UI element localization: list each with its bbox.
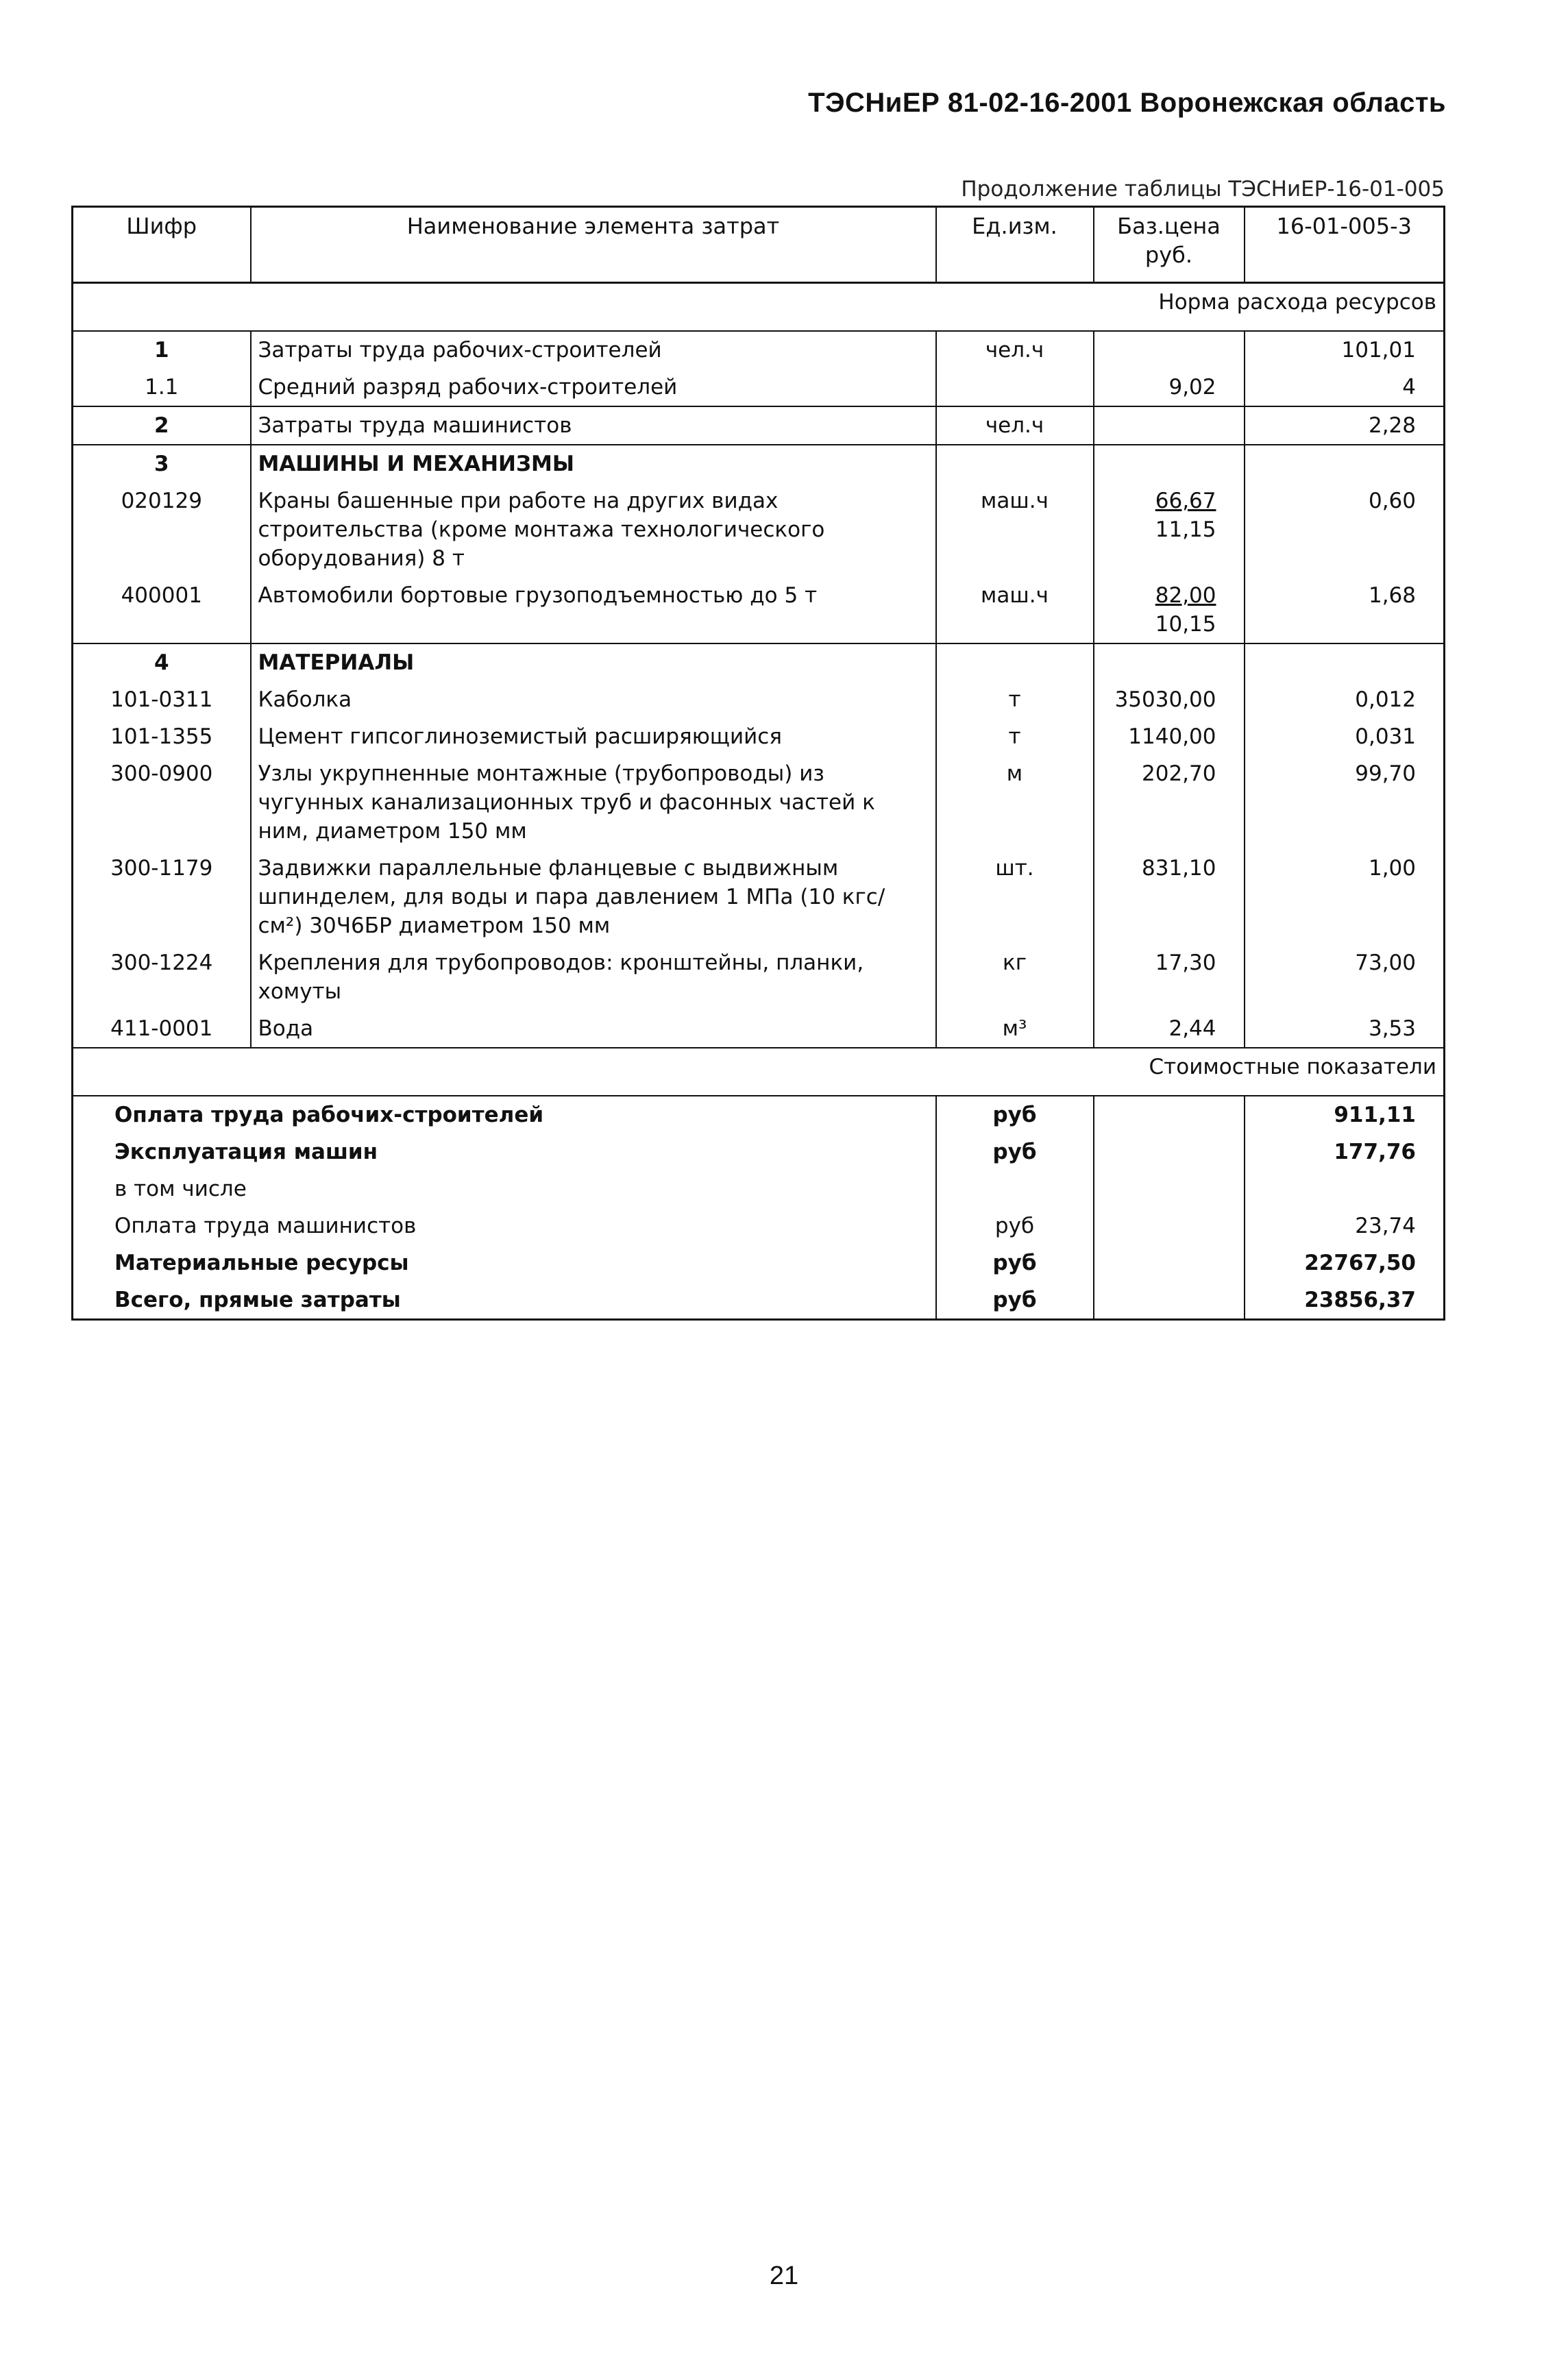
- summary-row: [73, 1096, 1445, 1133]
- page-number: 21: [769, 2261, 799, 2290]
- summary-label: Всего, прямые затраты: [73, 1281, 936, 1320]
- summary-row: [73, 1170, 1445, 1207]
- summary-label: Эксплуатация машин: [73, 1133, 936, 1170]
- row-norm: 0,60: [1245, 482, 1445, 577]
- row-unit: [936, 643, 1094, 681]
- row-norm: 2,28: [1245, 406, 1445, 445]
- summary-value: 23856,37: [1245, 1281, 1445, 1320]
- row-code: 3: [73, 445, 251, 482]
- summary-empty-cell: [1094, 1244, 1245, 1281]
- row-price-wage: 10,15: [1155, 612, 1216, 637]
- row-price-wage: 11,15: [1155, 517, 1216, 542]
- row-norm: 0,012: [1245, 681, 1445, 718]
- summary-empty-cell: [1094, 1170, 1245, 1207]
- summary-row: [73, 1281, 1445, 1320]
- row-code: 4: [73, 643, 251, 681]
- row-price-cell: [1094, 482, 1245, 577]
- column-header-name: Наименование элемента затрат: [251, 207, 936, 283]
- row-norm: 3,53: [1245, 1010, 1445, 1048]
- row-norm: 73,00: [1245, 944, 1445, 1010]
- row-norm: 1,00: [1245, 850, 1445, 944]
- table-row: [73, 1010, 1445, 1048]
- row-norm: 1,68: [1245, 577, 1445, 643]
- row-norm: 4: [1245, 369, 1445, 406]
- row-price-cell: [1094, 643, 1245, 681]
- row-unit: т: [936, 681, 1094, 718]
- row-unit: т: [936, 718, 1094, 755]
- row-norm: 101,01: [1245, 331, 1445, 369]
- row-name: Затраты труда машинистов: [251, 406, 936, 445]
- table-row: [73, 577, 1445, 643]
- norm-title-row: [73, 283, 1445, 332]
- summary-label: в том числе: [73, 1170, 936, 1207]
- row-name: Цемент гипсоглиноземистый расширяющийся: [251, 718, 936, 755]
- row-name: Крепления для трубопроводов: кронштейны, планки, хомуты: [251, 944, 936, 1010]
- row-name: Затраты труда рабочих-строителей: [251, 331, 936, 369]
- row-code: 2: [73, 406, 251, 445]
- row-price-cell: [1094, 406, 1245, 445]
- row-name: Краны башенные при работе на других видах строительства (кроме монтажа технологического оборудования) 8 т: [251, 482, 936, 577]
- row-name: Каболка: [251, 681, 936, 718]
- row-unit: [936, 445, 1094, 482]
- row-code: 300-1179: [73, 850, 251, 944]
- row-code: 101-1355: [73, 718, 251, 755]
- summary-empty-cell: [1094, 1133, 1245, 1170]
- row-price: 66,67: [1155, 489, 1216, 513]
- summary-unit: руб: [936, 1281, 1094, 1320]
- row-name: МАШИНЫ И МЕХАНИЗМЫ: [251, 445, 936, 482]
- row-code: 300-1224: [73, 944, 251, 1010]
- summary-value: 911,11: [1245, 1096, 1445, 1133]
- row-price: 2,44: [1168, 1016, 1216, 1041]
- summary-label: Материальные ресурсы: [73, 1244, 936, 1281]
- table-row: [73, 944, 1445, 1010]
- row-norm: 0,031: [1245, 718, 1445, 755]
- summary-row: [73, 1207, 1445, 1244]
- row-name: Задвижки параллельные фланцевые с выдвижным шпинделем, для воды и пара давлением 1 МПа (10 кгс/см²) 30Ч6БР диаметром 150 мм: [251, 850, 936, 944]
- row-price: 35030,00: [1114, 687, 1216, 712]
- row-name: МАТЕРИАЛЫ: [251, 643, 936, 681]
- summary-empty-cell: [1094, 1207, 1245, 1244]
- summary-unit: руб: [936, 1133, 1094, 1170]
- row-unit: маш.ч: [936, 482, 1094, 577]
- row-price-cell: [1094, 681, 1245, 718]
- table-continuation-caption: Продолжение таблицы ТЭСНиЕР-16-01-005: [961, 177, 1445, 201]
- row-name: Узлы укрупненные монтажные (трубопроводы) из чугунных канализационных труб и фасонных частей к ним, диаметром 150 мм: [251, 755, 936, 850]
- row-price: 17,30: [1155, 950, 1216, 975]
- row-norm: 99,70: [1245, 755, 1445, 850]
- summary-unit: руб: [936, 1096, 1094, 1133]
- row-price: 202,70: [1142, 761, 1216, 786]
- table-row: [73, 445, 1445, 482]
- table-row: [73, 755, 1445, 850]
- summary-row: [73, 1244, 1445, 1281]
- row-price: 82,00: [1155, 583, 1216, 608]
- row-price-cell: [1094, 577, 1245, 643]
- row-price-cell: [1094, 718, 1245, 755]
- row-unit: чел.ч: [936, 331, 1094, 369]
- row-code: 1: [73, 331, 251, 369]
- document-title: ТЭСНиЕР 81-02-16-2001 Воронежская область: [808, 88, 1446, 118]
- row-code: 411-0001: [73, 1010, 251, 1048]
- row-unit: кг: [936, 944, 1094, 1010]
- row-price: 1140,00: [1128, 724, 1216, 749]
- row-price-cell: [1094, 1010, 1245, 1048]
- table-row: [73, 369, 1445, 406]
- row-unit: маш.ч: [936, 577, 1094, 643]
- row-price-cell: [1094, 369, 1245, 406]
- table-row: [73, 331, 1445, 369]
- row-code: 020129: [73, 482, 251, 577]
- row-unit: м³: [936, 1010, 1094, 1048]
- table-row: [73, 681, 1445, 718]
- cost-title: Стоимостные показатели: [73, 1048, 1445, 1096]
- row-price: 831,10: [1142, 856, 1216, 881]
- row-unit: чел.ч: [936, 406, 1094, 445]
- summary-label: Оплата труда машинистов: [73, 1207, 936, 1244]
- row-name: Вода: [251, 1010, 936, 1048]
- row-price-cell: [1094, 944, 1245, 1010]
- row-price-cell: [1094, 445, 1245, 482]
- row-code: 300-0900: [73, 755, 251, 850]
- summary-unit: руб: [936, 1207, 1094, 1244]
- summary-value: 177,76: [1245, 1133, 1445, 1170]
- table-row: [73, 850, 1445, 944]
- table-row: [73, 718, 1445, 755]
- summary-unit: руб: [936, 1244, 1094, 1281]
- summary-unit: [936, 1170, 1094, 1207]
- row-price-cell: [1094, 331, 1245, 369]
- row-price-cell: [1094, 850, 1245, 944]
- row-unit: [936, 369, 1094, 406]
- table-row: [73, 482, 1445, 577]
- column-header-price: Баз.цена руб.: [1094, 207, 1245, 283]
- summary-row: [73, 1133, 1445, 1170]
- row-unit: м: [936, 755, 1094, 850]
- row-code: 1.1: [73, 369, 251, 406]
- summary-value: 23,74: [1245, 1207, 1445, 1244]
- table-row: [73, 406, 1445, 445]
- cost-title-row: [73, 1048, 1445, 1096]
- column-header-unit: Ед.изм.: [936, 207, 1094, 283]
- norm-title: Норма расхода ресурсов: [73, 283, 1445, 332]
- column-header-code: Шифр: [73, 207, 251, 283]
- row-price: 9,02: [1168, 375, 1216, 400]
- summary-value: 22767,50: [1245, 1244, 1445, 1281]
- summary-empty-cell: [1094, 1281, 1245, 1320]
- summary-value: [1245, 1170, 1445, 1207]
- row-price-cell: [1094, 755, 1245, 850]
- resource-norm-table: [71, 206, 1445, 1321]
- row-name: Автомобили бортовые грузоподъемностью до 5 т: [251, 577, 936, 643]
- table-row: [73, 643, 1445, 681]
- row-norm: [1245, 445, 1445, 482]
- row-name: Средний разряд рабочих-строителей: [251, 369, 936, 406]
- summary-label: Оплата труда рабочих-строителей: [73, 1096, 936, 1133]
- summary-empty-cell: [1094, 1096, 1245, 1133]
- row-norm: [1245, 643, 1445, 681]
- row-unit: шт.: [936, 850, 1094, 944]
- table-header-row: [73, 207, 1445, 283]
- row-code: 101-0311: [73, 681, 251, 718]
- column-header-norm: 16-01-005-3: [1245, 207, 1445, 283]
- row-code: 400001: [73, 577, 251, 643]
